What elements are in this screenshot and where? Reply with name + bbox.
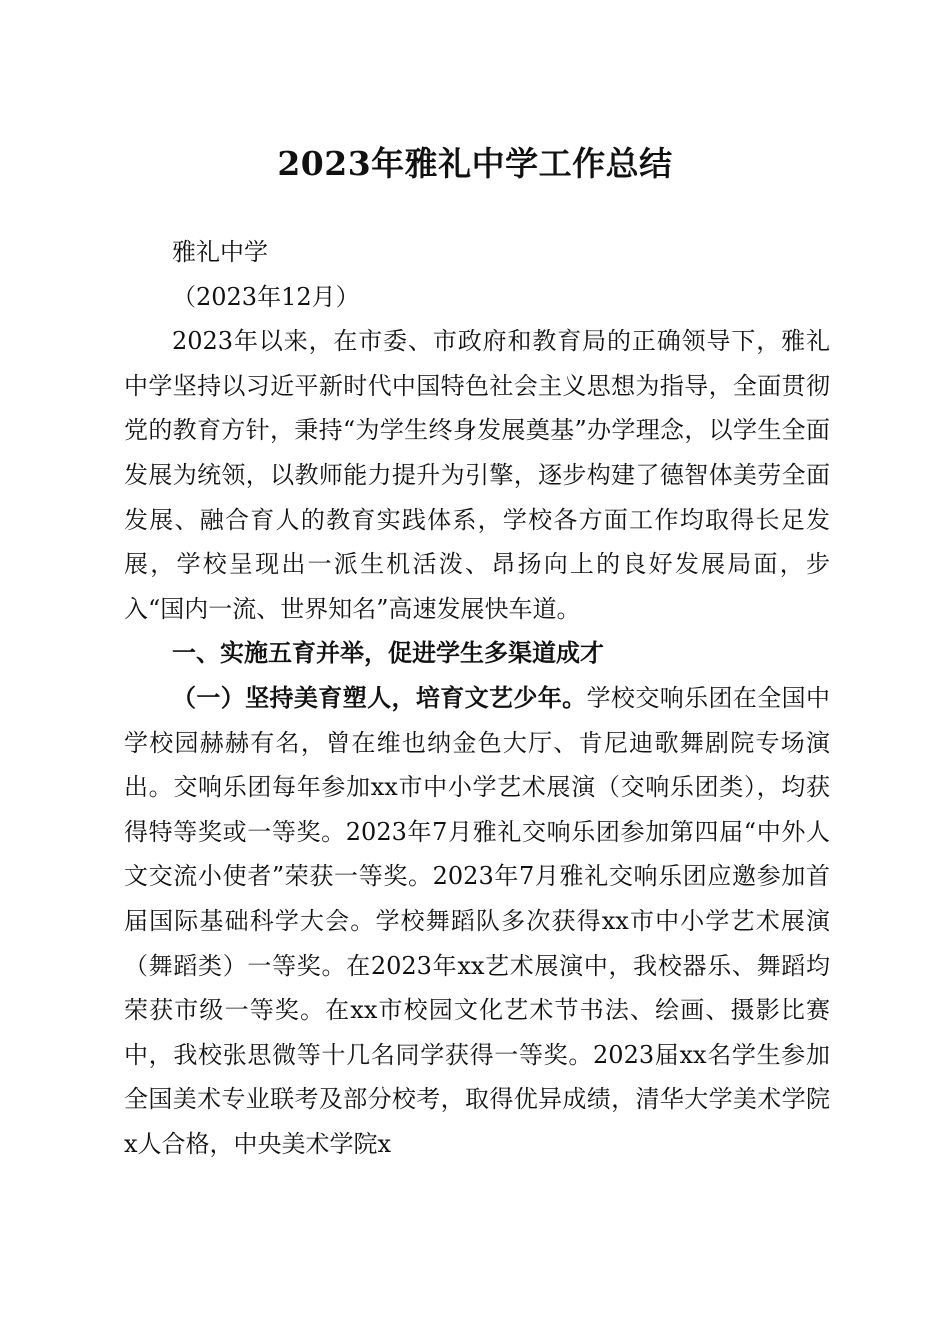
date-line: （2023年12月） — [172, 282, 360, 311]
intro-paragraph: 2023年以来，在市委、市政府和教育局的正确领导下，雅礼中学坚持以习近平新时代中国特色社会主义思想为指导，全面贯彻党的教育方针，秉持“为学生终身发展奠基”办学理念，以学生全面发展为统领，以教师能力提升为引擎，逐步构建了德智体美劳全面发展、融合育人的教育实践体系，学校各方面工作均取得长足发展，学校呈现出一派生机活泼、昂扬向上的良好发展局面，步入“国内一流、世界知名”高速发展快车道。 — [124, 327, 830, 623]
document-title: 2023年雅礼中学工作总结 — [277, 144, 673, 183]
subsection-lead: （一）坚持美育塑人，培育文艺少年。 — [172, 682, 587, 712]
author-line: 雅礼中学 — [172, 238, 268, 266]
subsection-paragraph — [124, 676, 830, 1167]
document-body — [124, 230, 830, 1166]
subsection-text: 学校交响乐团在全国中学校园赫赫有名，曾在维也纳金色大厅、肯尼迪歌舞剧院专场演出。交响乐团每年参加xx市中小学艺术展演（交响乐团类），均获得特等奖或一等奖。2023年7月雅礼交响乐团参加第四届“中外人文交流小使者”荣获一等奖。2023年7月雅礼交响乐团应邀参加首届国际基础科学大会。学校舞蹈队多次获得xx市中小学艺术展演（舞蹈类）一等奖。在2023年xx艺术展演中，我校器乐、舞蹈均荣获市级一等奖。在xx市校园文化艺术节书法、绘画、摄影比赛中，我校张思微等十几名同学获得一等奖。2023届xx名学生参加全国美术专业联考及部分校考，取得优异成绩，清华大学美术学院x人合格，中央美术学院x — [124, 683, 831, 1158]
section-heading: 一、实施五育并举，促进学生多渠道成才 — [172, 639, 604, 668]
